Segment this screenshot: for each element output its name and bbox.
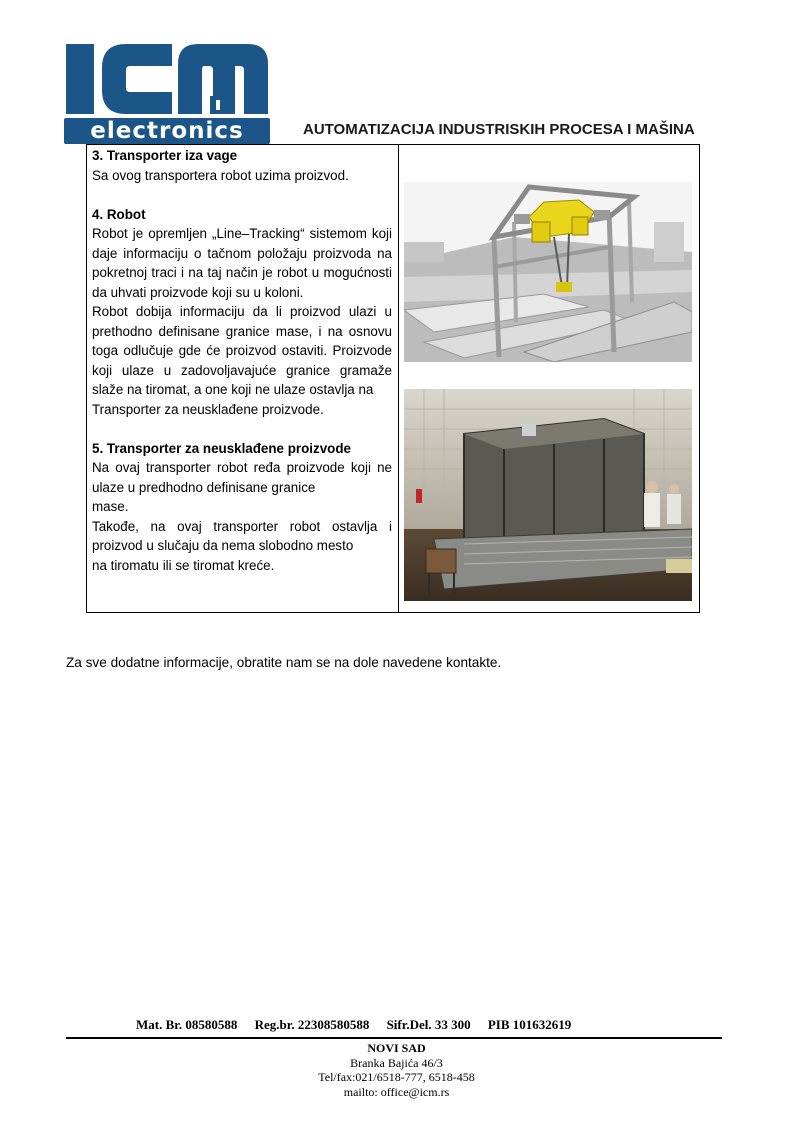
robot-cad-drawing [404, 182, 692, 362]
section-5-body-1b: mase. [92, 499, 129, 514]
section-5-body-2a: Takođe, na ovaj transporter robot ostavlja i proizvod u slučaju da nema slobodno mesto [92, 518, 392, 553]
logo-banner [64, 118, 270, 144]
logo-bottom-text: electronics [90, 118, 244, 144]
footer-pib-number: PIB 101632619 [487, 1017, 572, 1032]
robot-cad-image [404, 182, 692, 362]
production-line-drawing [404, 389, 692, 601]
section-4-heading: 4. Robot [92, 206, 146, 222]
header-tagline: AUTOMATIZACIJA INDUSTRISKIH PROCESA I MAŠINA [303, 121, 695, 138]
production-line-photo [404, 389, 692, 601]
section-4-body-2b: Transporter za neusklađene proizvode. [92, 401, 324, 417]
company-logo [64, 40, 270, 144]
section-4-body-2a: Robot dobija informaciju da li proizvod ulazi u prethodno definisane granice mase, i na osnovu toga odlučuje gde će proizvod ostaviti. Proizvode koji ulaze u zadovoljavajuće granice gramaže slaže na tiromat, a one koji ne ulaze ostavlja na [92, 304, 392, 397]
section-5-heading: 5. Transporter za neusklađene proizvode [92, 440, 351, 456]
section-4-body-1: Robot je opremljen „Line–Tracking“ sistemom koji daje informaciju o tačnom položaju proizvoda na pokretnoj traci i na taj način je robot u mogućnosti da uhvati proizvode koji su u koloni. [92, 226, 392, 300]
table-column-divider [398, 145, 399, 612]
footer-mail[interactable]: mailto: office@icm.rs [343, 1084, 450, 1099]
description-cell [92, 146, 392, 575]
footer-sifr-number: Sifr.Del. 33 300 [386, 1017, 471, 1032]
contact-info-line: Za sve dodatne informacije, obratite nam se na dole navedene kontakte. [66, 655, 502, 670]
footer-address-block [0, 1041, 793, 1099]
content-table [86, 144, 700, 613]
footer-city: NOVI SAD [367, 1041, 426, 1055]
footer-reg-number: Reg.br. 22308580588 [254, 1017, 370, 1032]
section-5-body-1a: Na ovaj transporter robot ređa proizvode koji ne ulaze u predhodno definisane granice [92, 460, 392, 495]
footer-address: Branka Bajića 46/3 [350, 1055, 443, 1070]
footer-phone: Tel/fax:021/6518-777, 6518-458 [318, 1070, 475, 1084]
footer-mat-number: Mat. Br. 08580588 [136, 1017, 238, 1032]
section-5-body-2b: na tiromatu ili se tiromat kreće. [92, 557, 275, 573]
footer-registration-ids [136, 1017, 585, 1033]
section-3-heading: 3. Transporter iza vage [92, 148, 238, 163]
icm-logo-mark [64, 40, 270, 116]
footer-divider [66, 1037, 722, 1039]
section-3-body: Sa ovog transportera robot uzima proizvod. [92, 167, 349, 183]
